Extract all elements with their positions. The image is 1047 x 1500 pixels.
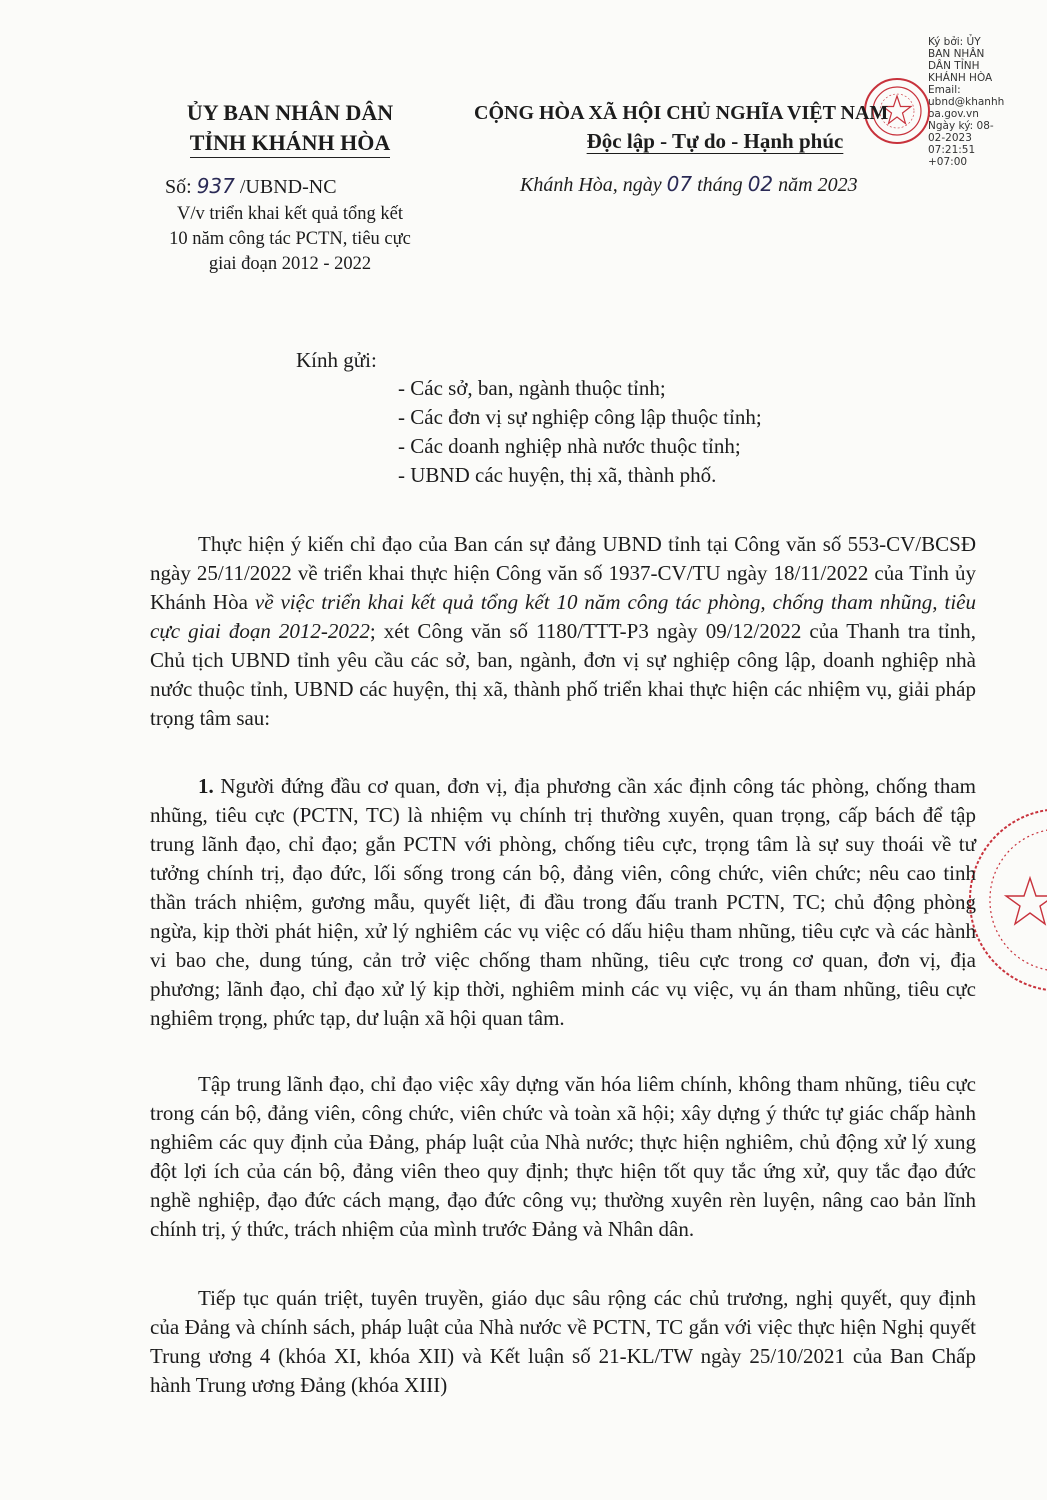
document-number	[165, 174, 337, 199]
date-day: 07	[666, 172, 693, 196]
signature-line: DÂN TỈNH	[928, 60, 980, 72]
signature-line: Ký bởi: ỦY	[928, 36, 981, 48]
signature-line: KHÁNH HÒA	[928, 72, 993, 84]
p1-text-b: ; xét Công văn số 1180/TTT-P3 ngày 09/12/2022 của Thanh tra tỉnh, Chủ tịch UBND tỉnh yêu cầu các sở, ban, ngành, đơn vị sự nghiệp công lập, doanh nghiệp nhà nước thuộc tỉnh, UBND các huyện, thị xã, thành phố triển khai thực hiện các nhiệm vụ, giải pháp trọng tâm sau:	[150, 619, 976, 730]
signature-line: BAN NHÂN	[928, 48, 985, 60]
national-motto	[515, 129, 915, 154]
date-month-word: tháng	[697, 174, 743, 196]
subject-line: 10 năm công tác PCTN, tiêu cực	[169, 229, 411, 249]
signature-line: oa.gov.vn	[928, 108, 979, 120]
national-motto-text: Độc lập - Tự do - Hạnh phúc	[586, 129, 844, 153]
p2-number: 1.	[198, 774, 214, 798]
recipients-label: Kính gửi:	[296, 348, 377, 372]
signature-line: 07:21:51	[928, 144, 976, 156]
document-subject	[110, 202, 470, 277]
number-prefix: Số:	[165, 176, 192, 198]
signature-line: +07:00	[928, 156, 968, 168]
issue-date	[520, 172, 858, 197]
issuing-province	[110, 130, 470, 156]
recipient-item: - Các đơn vị sự nghiệp công lập thuộc tỉnh;	[398, 405, 762, 429]
date-year: năm 2023	[778, 174, 858, 196]
signature-line: ubnd@khanhh	[928, 96, 1005, 108]
body-paragraph-1	[150, 530, 976, 733]
p2-text: Người đứng đầu cơ quan, đơn vị, địa phương cần xác định công tác phòng, chống tham nhũng, tiêu cực (PCTN, TC) là nhiệm vụ chính trị thường xuyên, quan trọng, cấp bách để tập trung lãnh đạo, chỉ đạo; gắn PCTN với phòng, chống tiêu cực, trọng tâm là sự suy thoái về tư tưởng chính trị, đạo đức, lối sống trong cán bộ, đảng viên, công chức, viên chức; nêu cao tinh thần trách nhiệm, gương mẫu, quyết liệt, đi đầu trong đấu tranh PCTN, TC; chủ động phòng ngừa, kịp thời phát hiện, xử lý nghiêm các vụ việc có dấu hiệu tham nhũng, tiêu cực và các hành vi bao che, dung túng, cản trở việc chống tham nhũng, tiêu cực trong cơ quan, đơn vị, địa phương; lãnh đạo, chỉ đạo xử lý kịp thời, nghiêm minh các vụ việc, vụ án tham nhũng, tiêu cực nghiêm trọng, phức tạp, dư luận xã hội quan tâm.	[150, 774, 976, 1030]
issuing-authority: ỦY BAN NHÂN DÂN	[186, 100, 394, 125]
body-paragraph-2	[150, 772, 976, 1033]
subject-line: V/v triển khai kết quả tổng kết	[176, 204, 404, 224]
date-month: 02	[747, 172, 774, 196]
signature-line: Ngày ký: 08-	[928, 120, 994, 132]
p1-italic-text: về việc triển khai kết quả tổng kết 10 năm công tác phòng, chống tham nhũng, tiêu cực giai đoạn 2012-2022	[150, 590, 976, 643]
subject-line: giai đoạn 2012 - 2022	[208, 254, 372, 274]
body-paragraph-3: Tập trung lãnh đạo, chỉ đạo việc xây dựng văn hóa liêm chính, không tham nhũng, tiêu cực trong cán bộ, đảng viên, công chức, viên chức và toàn xã hội; xây dựng ý thức tự giác chấp hành nghiêm các quy định của Đảng, pháp luật của Nhà nước; thực hiện nghiêm, chủ động xử lý xung đột lợi ích của cán bộ, đảng viên theo quy định; thực hiện tốt quy tắc ứng xử, quy tắc đạo đức nghề nghiệp, đạo đức cách mạng, đạo đức công vụ; thường xuyên rèn luyện, nâng cao bản lĩnh chính trị, ý thức, trách nhiệm của mình trước Đảng và Nhân dân.	[150, 1072, 976, 1241]
recipient-item: - UBND các huyện, thị xã, thành phố.	[398, 463, 717, 487]
recipient-item: - Các doanh nghiệp nhà nước thuộc tỉnh;	[398, 434, 741, 458]
signature-line: 02-2023	[928, 132, 972, 144]
issuing-province-text: TỈNH KHÁNH HÒA	[190, 130, 390, 158]
date-prefix: Khánh Hòa, ngày	[520, 174, 662, 196]
body-paragraph-4: Tiếp tục quán triệt, tuyên truyền, giáo dục sâu rộng các chủ trương, nghị quyết, quy định của Đảng và chính sách, pháp luật của Nhà nước về PCTN, TC gắn với việc thực hiện Nghị quyết Trung ương 4 (khóa XI, khóa XII) và Kết luận số 21-KL/TW ngày 25/10/2021 của Ban Chấp hành Trung ương Đảng (khóa XIII)	[150, 1286, 976, 1397]
number-suffix: /UBND-NC	[239, 176, 337, 198]
p1-text-a: Thực hiện ý kiến chỉ đạo của Ban cán sự đảng UBND tỉnh tại Công văn số 553-CV/BCSĐ ngày 25/11/2022 về triển khai thực hiện Công văn số 1937-CV/TU ngày 18/11/2022 của Tỉnh ủy Khánh Hòa	[150, 532, 976, 614]
recipient-item: - Các sở, ban, ngành thuộc tỉnh;	[398, 376, 666, 400]
signature-line: Email:	[928, 84, 961, 96]
national-title: CỘNG HÒA XÃ HỘI CHỦ NGHĨA VIỆT NAM	[474, 102, 889, 124]
number-handwritten: 937	[196, 174, 235, 198]
